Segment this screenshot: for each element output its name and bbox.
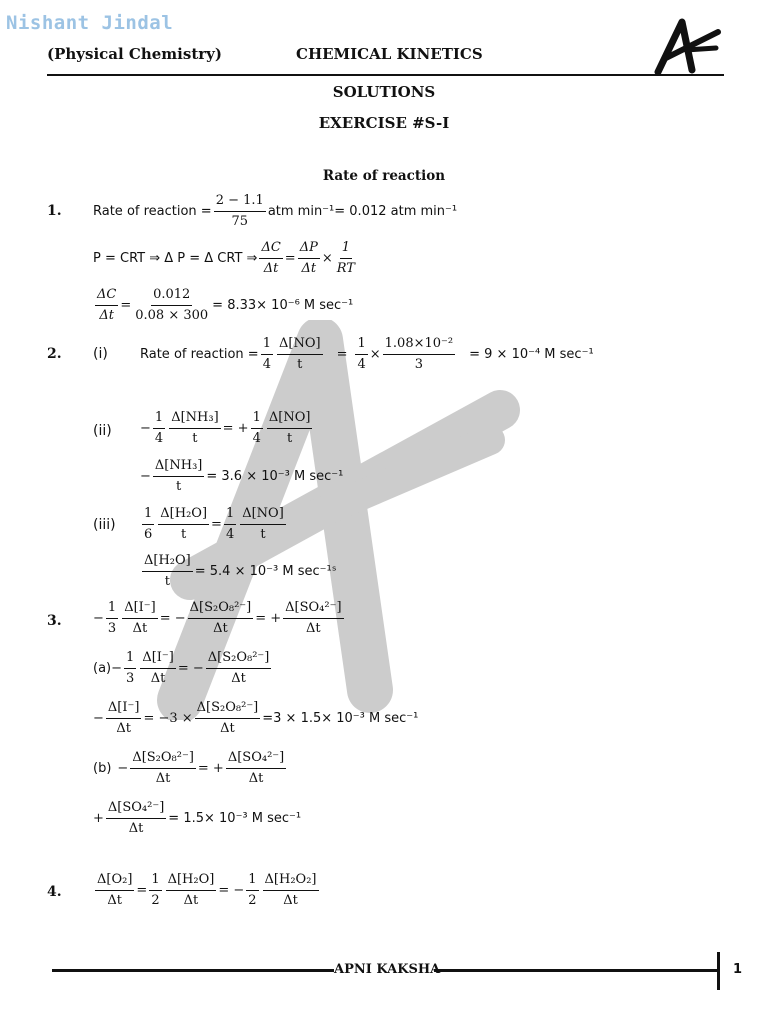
equals-sign: =	[284, 250, 296, 266]
question-number: 3.	[47, 613, 62, 629]
equals-sign: = −3 ×	[143, 710, 193, 726]
times-sign: ×	[369, 346, 381, 362]
q2-result: = 3.6 × 10⁻³ M sec⁻¹	[206, 468, 344, 484]
fraction: $\frac{\Delta P}{\Delta t}$	[299, 240, 318, 276]
minus-sign: −	[93, 610, 104, 626]
times-sign: ×	[321, 250, 333, 266]
q3-part-a-result	[93, 700, 418, 736]
q2-result: = 5.4 × 10⁻³ M sec⁻¹ˢ	[194, 563, 337, 579]
fraction: $\frac{\text{Δ[H₂O₂]}}{\Delta t}$	[264, 872, 317, 908]
equals-sign: =	[136, 882, 148, 898]
part-label: (i)	[93, 346, 108, 362]
equals-sign: = −	[159, 610, 186, 626]
fraction: $\frac{1}{3}$	[126, 650, 135, 686]
minus-sign: −	[117, 760, 129, 776]
footer-brand: APNI KAKSHA	[334, 962, 441, 977]
fraction: $\frac{\Delta[NO]}{t}$	[268, 410, 311, 446]
fraction: $\frac{1}{3}$	[107, 600, 117, 636]
fraction: $\frac{0.012}{0.08 \times 300}$	[135, 287, 209, 323]
fraction: $\frac{\text{Δ[SO₄²⁻]}}{\Delta t}$	[227, 750, 285, 786]
fraction: $\frac{\Delta[NO]}{t}$	[242, 506, 284, 542]
q3-part-b-result	[93, 800, 301, 836]
fraction: $\frac{\text{Δ[SO₄²⁻]}}{\Delta t}$	[107, 800, 165, 836]
part-label: (iii)	[93, 517, 116, 533]
exercise-heading: EXERCISE #S-I	[318, 114, 450, 132]
footer-divider	[52, 969, 334, 972]
fraction: $\frac{\Delta[I^-]}{\Delta t}$	[107, 700, 140, 736]
fraction: $\frac{1}{4}$	[357, 336, 366, 372]
fraction: $\frac{\text{Δ[O₂]}}{\Delta t}$	[97, 872, 133, 908]
chapter-title: CHEMICAL KINETICS	[296, 45, 483, 63]
plus-sign: +	[93, 810, 104, 826]
q4-line-1	[93, 872, 321, 908]
q2-result: = 9 × 10⁻⁴ M sec⁻¹	[469, 346, 594, 362]
fraction: $\frac{\text{Δ[SO₄²⁻]}}{\Delta t}$	[285, 600, 342, 636]
equals-sign: =	[336, 346, 348, 362]
q2-part-i	[140, 336, 594, 372]
q1-line-3	[93, 287, 353, 323]
question-number: 1.	[47, 203, 62, 219]
fraction: $\frac{\text{Δ[S₂O₈²⁻]}}{\Delta t}$	[189, 600, 252, 636]
fraction: $\frac{\text{Δ[H₂O]}}{t}$	[160, 506, 208, 542]
fraction: $\frac{\text{Δ[S₂O₈²⁻]}}{\Delta t}$	[207, 650, 270, 686]
q2-part-iii-result	[140, 553, 337, 589]
q1-text: Rate of reaction =	[93, 203, 212, 219]
q1-relation: P = CRT ⇒ Δ P = Δ CRT ⇒	[93, 250, 258, 266]
fraction: $\frac{1}{6}$	[144, 506, 153, 542]
fraction: $\frac{2 - 1.1}{75}$	[215, 193, 264, 229]
subject-label: (Physical Chemistry)	[47, 45, 222, 63]
equals-sign: =	[211, 516, 222, 532]
q1-result: atm min⁻¹= 0.012 atm min⁻¹	[267, 203, 458, 219]
fraction: $\frac{\text{Δ[S₂O₈²⁻]}}{\Delta t}$	[196, 700, 259, 736]
fraction: $\frac{1}{2}$	[151, 872, 160, 908]
q1-line-1	[93, 193, 457, 229]
header-divider	[47, 74, 724, 76]
fraction: $\frac{1}{RT}$	[336, 240, 355, 276]
equals-sign: = +	[222, 420, 249, 436]
equals-sign: = +	[197, 760, 224, 776]
q3-result: = 1.5× 10⁻³ M sec⁻¹	[168, 810, 302, 826]
q3-part-b	[93, 750, 288, 786]
fraction: $\frac{\text{1.08×10⁻²}}{3}$	[384, 336, 454, 372]
equals-sign: = −	[218, 882, 245, 898]
brand-logo-icon	[652, 18, 724, 76]
minus-sign: −	[111, 660, 123, 676]
footer-divider	[434, 969, 720, 972]
solutions-heading: SOLUTIONS	[332, 83, 436, 101]
q1-result: = 8.33× 10⁻⁶ M sec⁻¹	[212, 297, 354, 313]
q2-part-ii	[140, 410, 314, 446]
fraction: $\frac{\Delta[I^-]}{\Delta t}$	[142, 650, 174, 686]
fraction: $\frac{\Delta[I^-]}{\Delta t}$	[124, 600, 156, 636]
author-watermark: Nishant Jindal	[6, 12, 174, 34]
fraction: $\frac{\Delta C}{\Delta t}$	[97, 287, 117, 323]
fraction: $\frac{\text{Δ[H₂O]}}{\Delta t}$	[167, 872, 215, 908]
equals-sign: = +	[255, 610, 282, 626]
q2-part-ii-result	[140, 458, 343, 494]
fraction: $\frac{1}{4}$	[225, 506, 235, 542]
q2-text: Rate of reaction =	[140, 346, 259, 362]
q3-part-a	[93, 650, 273, 686]
part-label: (ii)	[93, 423, 112, 439]
fraction: $\frac{1}{4}$	[154, 410, 164, 446]
footer-divider	[717, 952, 720, 990]
section-heading: Rate of reaction	[322, 168, 446, 184]
fraction: $\frac{\text{Δ[NH₃]}}{t}$	[154, 458, 203, 494]
fraction: $\frac{\Delta C}{\Delta t}$	[261, 240, 281, 276]
equals-sign: =	[120, 297, 132, 313]
question-number: 2.	[47, 346, 62, 362]
equals-sign: = −	[177, 660, 204, 676]
part-label: (b)	[93, 760, 112, 776]
minus-sign: −	[140, 420, 151, 436]
q3-result: =3 × 1.5× 10⁻³ M sec⁻¹	[262, 710, 419, 726]
minus-sign: −	[93, 710, 104, 726]
page-number: 1	[733, 962, 743, 977]
fraction: $\frac{1}{2}$	[248, 872, 257, 908]
question-number: 4.	[47, 884, 62, 900]
minus-sign: −	[140, 468, 151, 484]
fraction: $\frac{\text{Δ[S₂O₈²⁻]}}{\Delta t}$	[132, 750, 194, 786]
q1-line-2	[93, 240, 359, 276]
fraction: $\frac{1}{4}$	[252, 410, 261, 446]
q3-line-1	[93, 600, 346, 636]
part-label: (a)	[93, 660, 112, 676]
fraction: $\frac{\text{Δ[NH₃]}}{t}$	[171, 410, 219, 446]
fraction: $\frac{\Delta[NO]}{t}$	[278, 336, 321, 372]
fraction: $\frac{\text{Δ[H₂O]}}{t}$	[144, 553, 191, 589]
fraction: $\frac{1}{4}$	[262, 336, 271, 372]
q2-part-iii	[140, 506, 288, 542]
